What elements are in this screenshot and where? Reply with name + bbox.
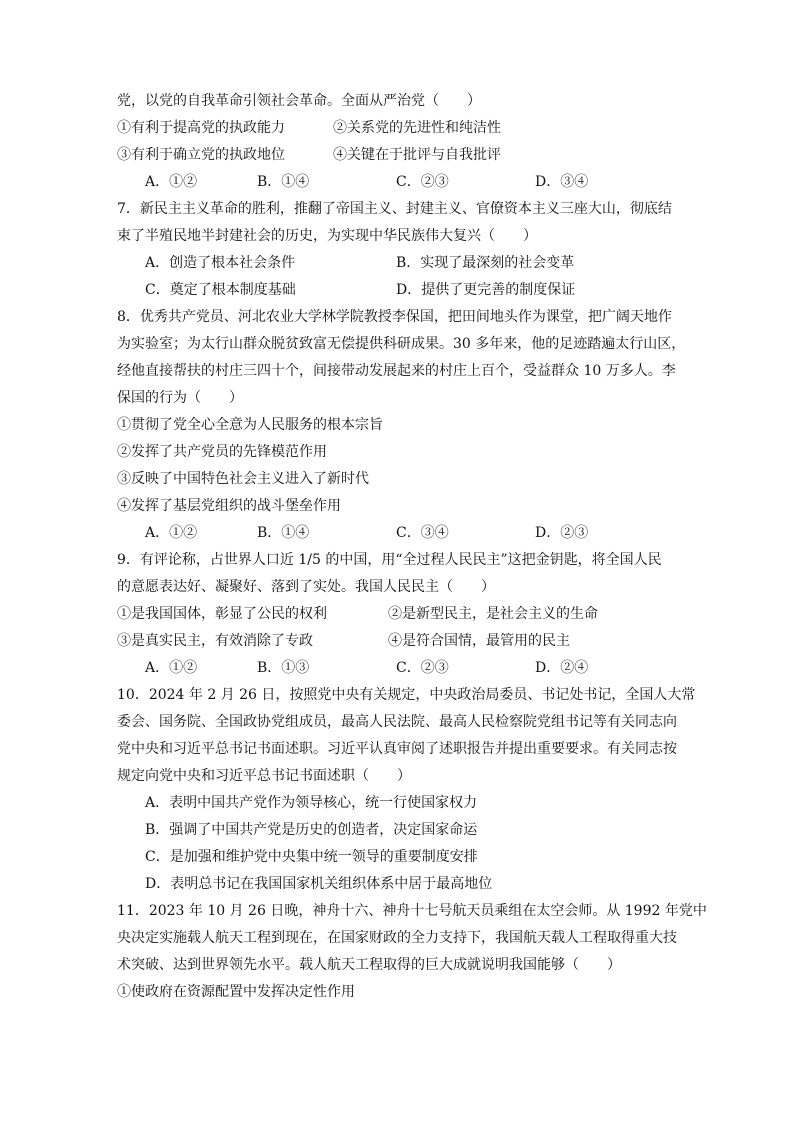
answer-option: C．③④ (396, 525, 449, 541)
text-line: 9．有评论称，占世界人口近 1/5 的中国，用“全过程人民民主”这把金钥匙，将全国人民 (117, 552, 662, 568)
text-line: C．是加强和维护党中央集中统一领导的重要制度安排 (145, 849, 478, 865)
answer-option: D．②③ (535, 525, 589, 541)
text-line-col2: ②关系党的先进性和纯洁性 (333, 120, 501, 136)
text-line: 委会、国务院、全国政协党组成员，最高人民法院、最高人民检察院党组书记等有关同志向 (117, 714, 677, 730)
text-line: ③反映了中国特色社会主义进入了新时代 (117, 471, 369, 487)
text-line: C．奠定了根本制度基础 (145, 282, 296, 298)
answer-option: D．②④ (535, 660, 589, 676)
text-line: 7．新民主主义革命的胜利，推翻了帝国主义、封建主义、官僚资本主义三座大山，彻底结 (117, 201, 672, 217)
answer-option: B．①③ (257, 660, 310, 676)
text-line: ③是真实民主，有效消除了专政 (117, 633, 313, 649)
text-line: ①使政府在资源配置中发挥决定性作用 (117, 984, 355, 1000)
text-line-col2: B．实现了最深刻的社会变革 (396, 255, 575, 271)
answer-option: C．②③ (396, 174, 449, 190)
answer-option: D．③④ (535, 174, 589, 190)
text-line: 11．2023 年 10 月 26 日晚，神舟十六、神舟十七号航天员乘组在太空会师。从 1992 年党中 (117, 903, 707, 919)
answer-option: A．①② (145, 174, 198, 190)
text-line: A．表明中国共产党作为领导核心，统一行使国家权力 (145, 795, 478, 811)
answer-option: A．①② (145, 525, 198, 541)
text-line: 保国的行为（ ） (117, 390, 243, 406)
text-line: ①是我国国体，彰显了公民的权利 (117, 606, 327, 622)
answer-option: C．②③ (396, 660, 449, 676)
text-line: 党中央和习近平总书记书面述职。习近平认真审阅了述职报告并提出重要要求。有关同志按 (117, 741, 677, 757)
text-line: 为实验室；为太行山群众脱贫致富无偿提供科研成果。30 多年来，他的足迹踏遍太行山区， (117, 336, 686, 352)
text-line: 10．2024 年 2 月 26 日，按照党中央有关规定，中央政治局委员、书记处书记，全国人大常 (117, 687, 696, 703)
text-line: 术突破、达到世界领先水平。载人航天工程取得的巨大成就说明我国能够（ ） (117, 957, 621, 973)
text-line-col2: ②是新型民主，是社会主义的生命 (388, 606, 598, 622)
text-line: ③有利于确立党的执政地位 (117, 147, 285, 163)
answer-option: B．①④ (257, 174, 310, 190)
text-line: D．表明总书记在我国国家机关组织体系中居于最高地位 (145, 876, 493, 892)
text-line: B．强调了中国共产党是历史的创造者，决定国家命运 (145, 822, 478, 838)
text-line: 党，以党的自我革命引领社会革命。全面从严治党（ ） (117, 93, 481, 109)
text-line-col2: ④关键在于批评与自我批评 (333, 147, 501, 163)
text-line: 8．优秀共产党员、河北农业大学林学院教授李保国，把田间地头作为课堂，把广阔天地作 (117, 309, 672, 325)
text-line: 的意愿表达好、凝聚好、落到了实处。我国人民民主（ ） (117, 579, 495, 595)
text-line: ①有利于提高党的执政能力 (117, 120, 285, 136)
text-line: 央决定实施载人航天工程到现在，在国家财政的全力支持下，我国航天载人工程取得重大技 (117, 930, 677, 946)
text-line-col2: D．提供了更完善的制度保证 (396, 282, 576, 298)
answer-option: A．①② (145, 660, 198, 676)
text-line: ①贯彻了党全心全意为人民服务的根本宗旨 (117, 417, 383, 433)
answer-option: B．①④ (257, 525, 310, 541)
text-line: ④发挥了基层党组织的战斗堡垒作用 (117, 498, 341, 514)
text-line: 束了半殖民地半封建社会的历史，为实现中华民族伟大复兴（ ） (117, 228, 537, 244)
text-line-col2: ④是符合国情，最管用的民主 (388, 633, 570, 649)
text-line: 经他直接帮扶的村庄三四十个，间接带动发展起来的村庄上百个，受益群众 10 万多人。李 (117, 363, 676, 379)
text-line: 规定向党中央和习近平总书记书面述职（ ） (117, 768, 411, 784)
text-line: A．创造了根本社会条件 (145, 255, 296, 271)
text-line: ②发挥了共产党员的先锋模范作用 (117, 444, 327, 460)
